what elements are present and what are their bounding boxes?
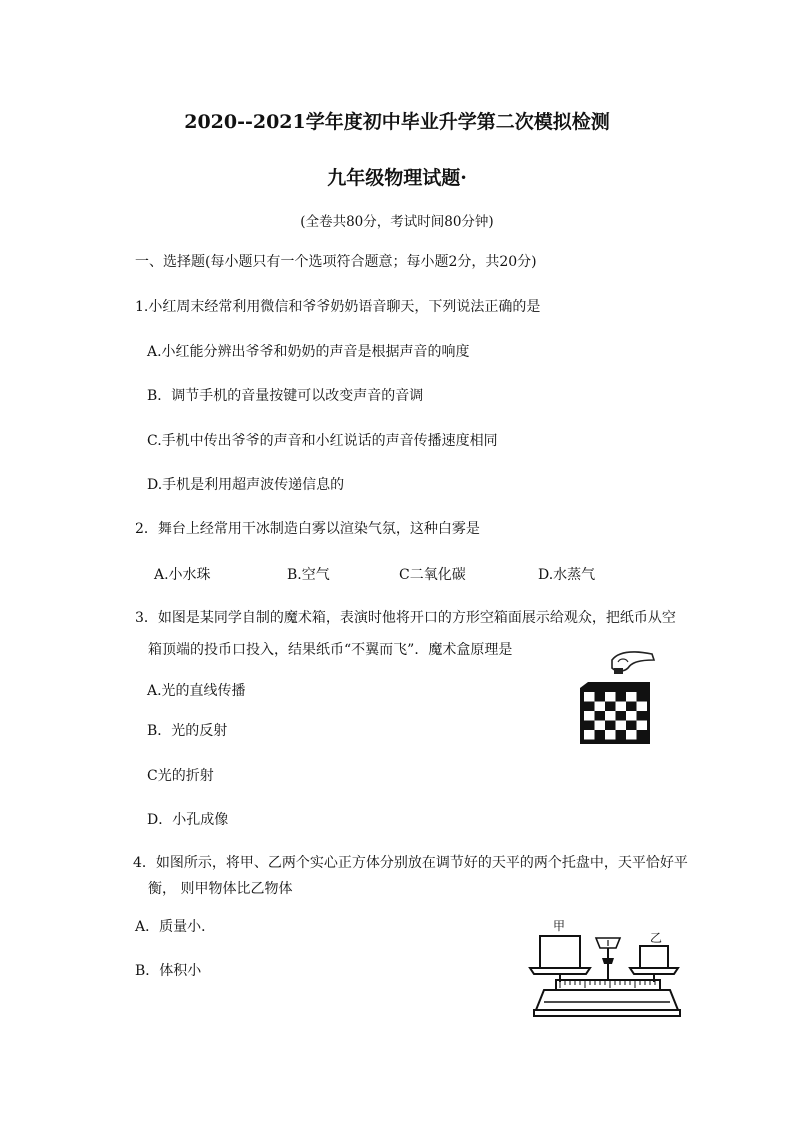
q4-stem-line1: 4．如图所示，将甲、乙两个实心正方体分别放在调节好的天平的两个托盘中，天平恰好平: [133, 855, 688, 871]
q1-option-d: D.手机是利用超声波传递信息的: [147, 477, 345, 493]
q4-stem-line2: 衡， 则甲物体比乙物体: [148, 881, 293, 897]
q1-option-b: B．调节手机的音量按键可以改变声音的音调: [147, 388, 424, 404]
q4-option-b: B．体积小: [135, 963, 202, 979]
q3-option-d: D．小孔成像: [147, 812, 229, 828]
q2-option-b: B.空气: [287, 567, 330, 583]
label-yi: 乙: [650, 931, 663, 945]
exam-title: 2020--2021学年度初中毕业升学第二次模拟检测: [184, 111, 610, 133]
q3-option-a: A.光的直线传播: [147, 683, 246, 699]
exam-subtitle: 九年级物理试题·: [327, 167, 467, 189]
q1-option-a: A.小红能分辨出爷爷和奶奶的声音是根据声音的响度: [147, 344, 470, 360]
label-jia: 甲: [553, 919, 566, 933]
q3-option-c: C光的折射: [147, 768, 214, 784]
balance-figure: [520, 918, 690, 1020]
q4-option-a: A．质量小．: [135, 919, 216, 935]
q2-option-c: C二氧化碳: [399, 567, 466, 583]
q2-option-a: A.小水珠: [154, 567, 211, 583]
q1-stem: 1.小红周末经常利用微信和爷爷奶奶语音聊天，下列说法正确的是: [135, 299, 541, 315]
q3-stem-line1: 3．如图是某同学自制的魔术箱，表演时他将开口的方形空箱面展示给观众，把纸币从空: [135, 610, 676, 626]
exam-info: (全卷共80分，考试时间80分钟): [300, 214, 494, 230]
q1-option-c: C.手机中传出爷爷的声音和小红说话的声音传播速度相同: [147, 433, 498, 449]
q3-option-b: B．光的反射: [147, 723, 228, 739]
section-heading: 一、选择题(每小题只有一个选项符合题意；每小题2分，共20分): [135, 254, 537, 270]
q3-stem-line2: 箱顶端的投币口投入，结果纸币“不翼而飞”．魔术盒原理是: [148, 642, 513, 658]
magic-box-figure: [574, 648, 664, 748]
q2-stem: 2．舞台上经常用干冰制造白雾以渲染气氛，这种白雾是: [135, 521, 480, 537]
q2-option-d: D.水蒸气: [538, 567, 596, 583]
